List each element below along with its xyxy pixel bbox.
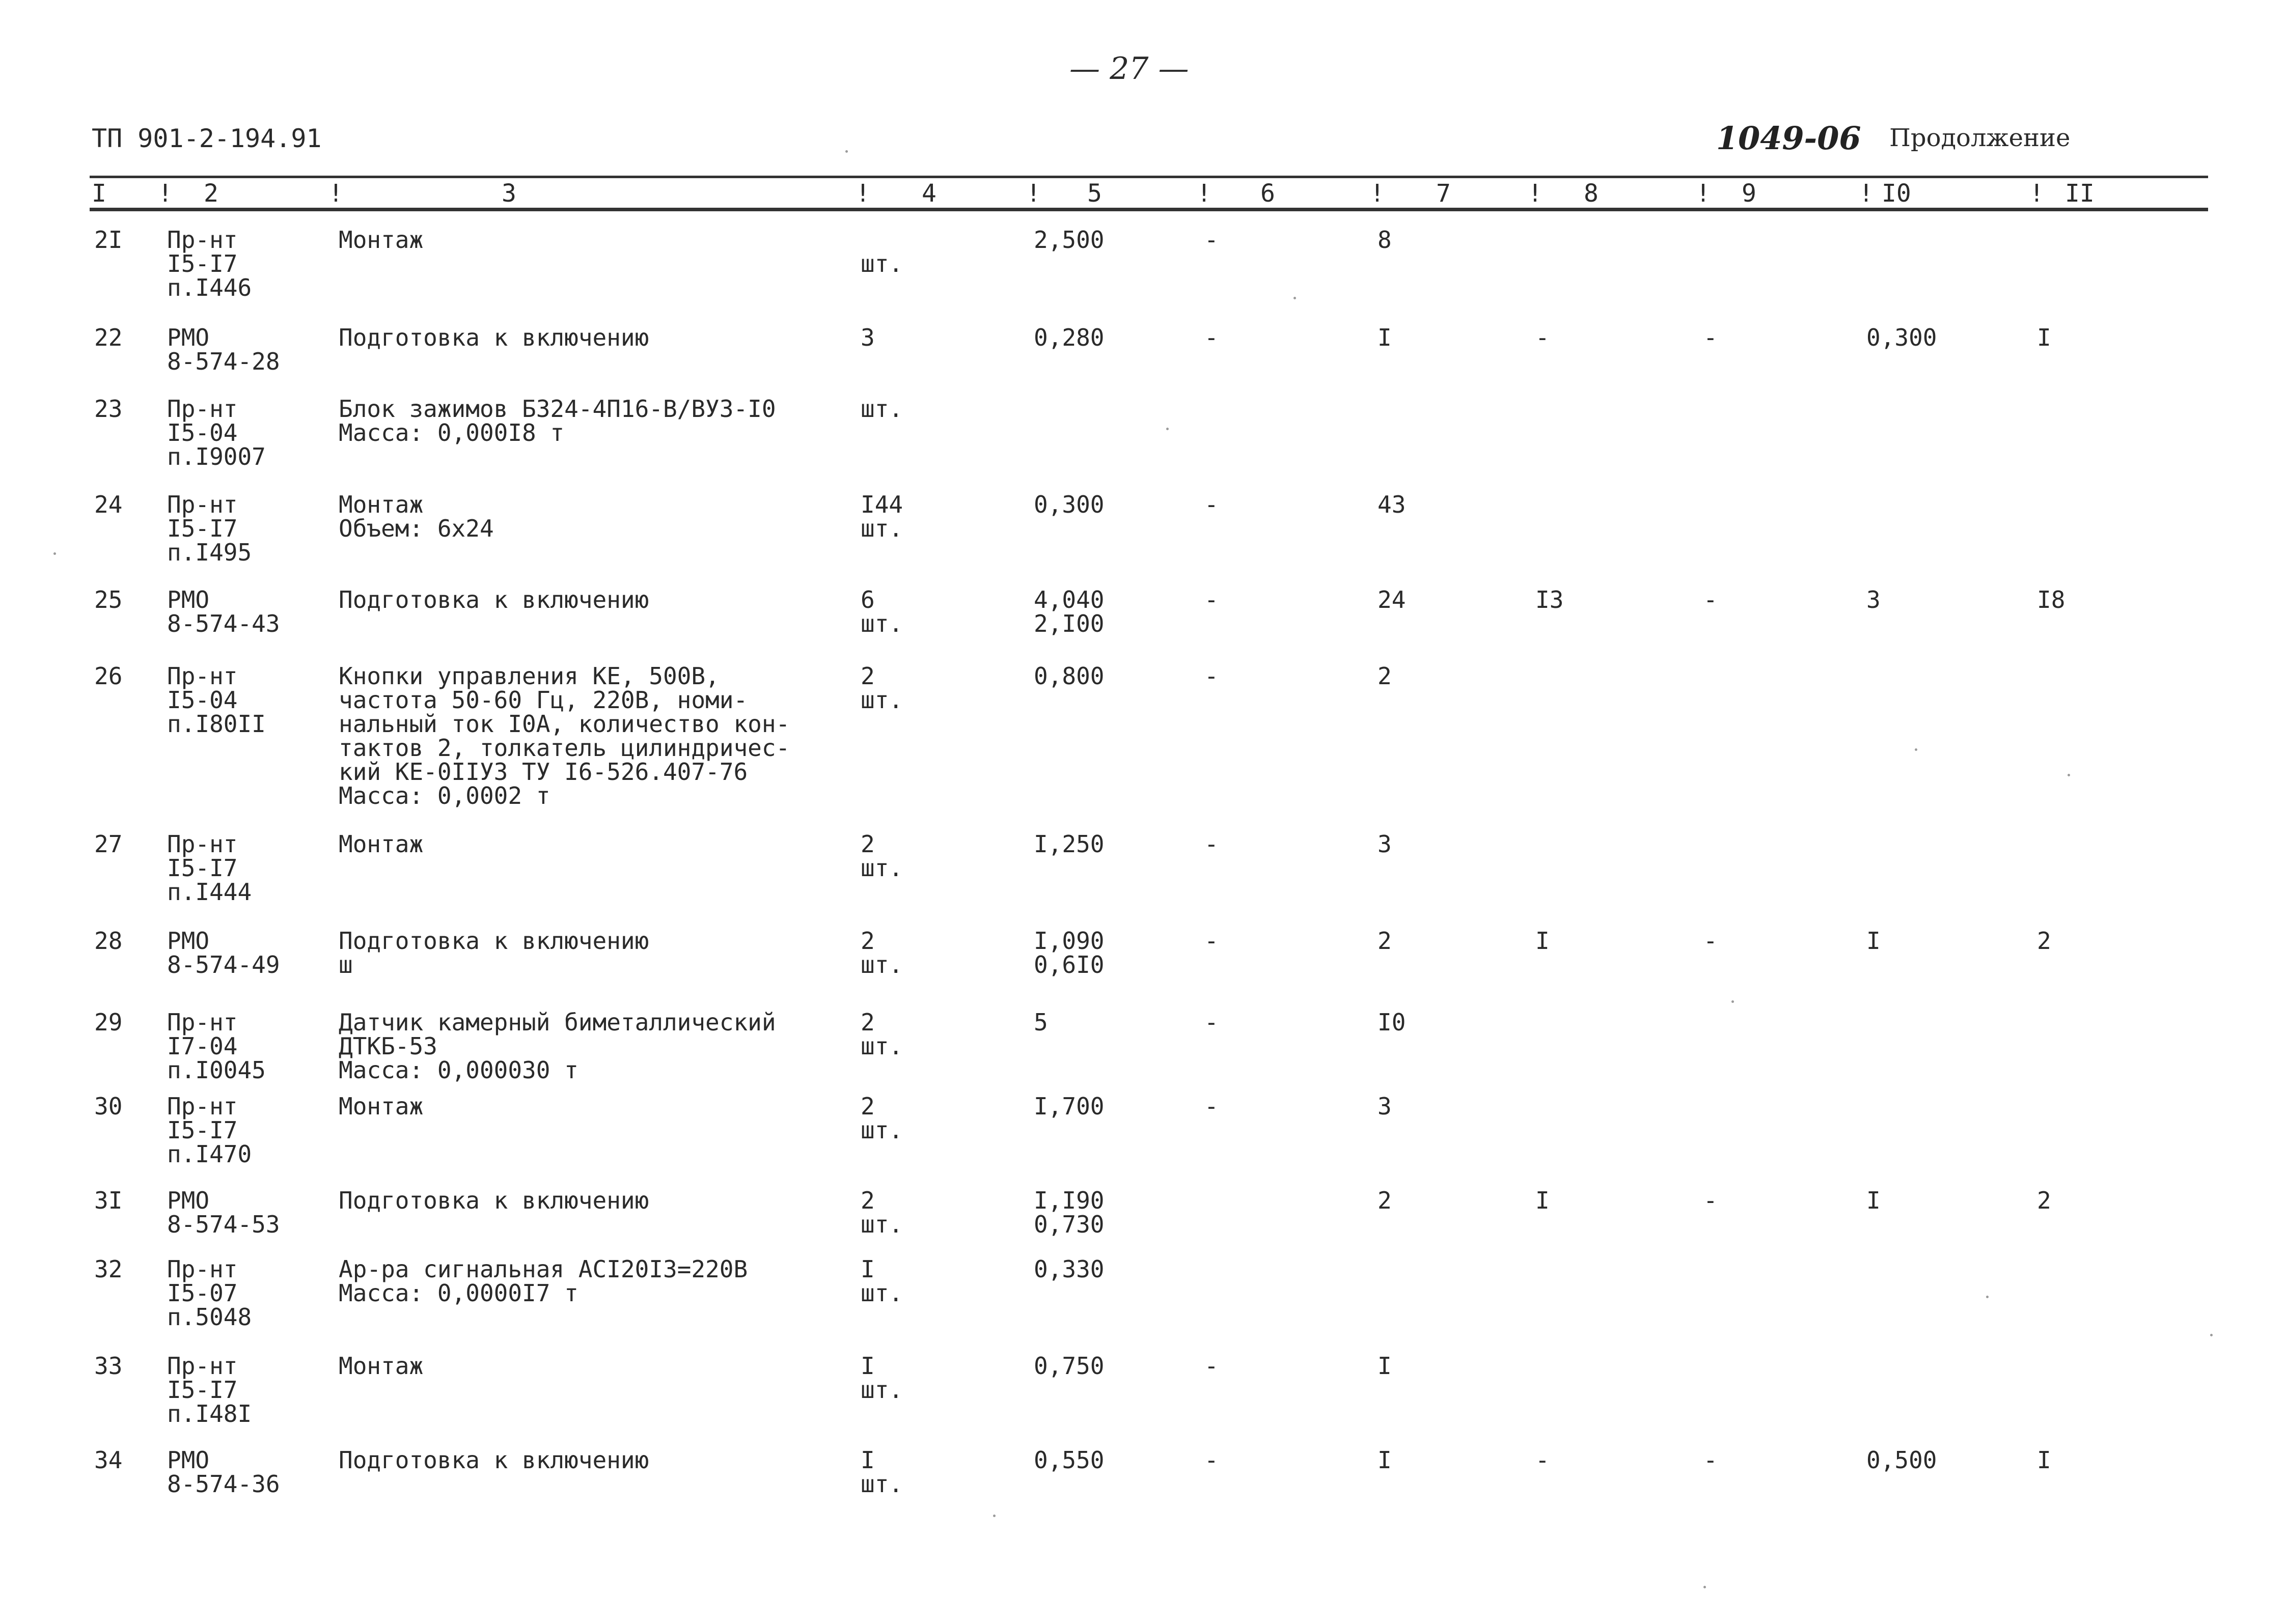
row-reference: РМО 8-574-28	[167, 324, 280, 375]
row-description: Подготовка к включению	[339, 324, 649, 351]
col10-value: I	[1866, 927, 1881, 955]
row-reference: РМО 8-574-49	[167, 927, 280, 978]
column-number: I	[92, 179, 106, 208]
scan-speck	[1986, 1296, 1989, 1298]
col7-value: 3	[1378, 830, 1392, 858]
column-separator: !	[1528, 179, 1543, 208]
col6-value: -	[1204, 226, 1219, 254]
scan-speck	[1293, 297, 1296, 299]
col5-value: 0,550	[1034, 1446, 1105, 1474]
row-reference: Пр-нт I5-I7 п.I470	[167, 1093, 252, 1168]
row-number: 23	[94, 395, 123, 423]
row-quantity: 6 шт.	[861, 586, 903, 637]
row-number: 22	[94, 324, 123, 351]
col11-value: I	[2037, 324, 2051, 351]
document-code: ТП 901-2-194.91	[92, 124, 322, 153]
table-header-rule	[90, 208, 2208, 211]
col7-value: 2	[1378, 1187, 1392, 1214]
row-quantity: 2 шт.	[861, 1093, 903, 1144]
row-number: 33	[94, 1352, 123, 1380]
column-number: 3	[502, 179, 516, 208]
col7-value: I	[1378, 324, 1392, 351]
col9-value: -	[1703, 324, 1718, 351]
col8-value: I3	[1535, 586, 1564, 613]
col6-value: -	[1204, 927, 1219, 955]
row-description: Кнопки управления КЕ, 500В, частота 50-60 Гц, 220В, номи- нальный ток I0А, количество кон- тактов 2, толкатель цилиндричес- кий КЕ-0IIУ3 ТУ I6-526.407-76 Масса: 0,0002 т	[339, 662, 790, 809]
col7-value: I0	[1378, 1009, 1406, 1036]
row-description: Блок зажимов БЗ24-4П16-В/ВУЗ-I0 Масса: 0,000I8 т	[339, 395, 776, 446]
col6-value: -	[1204, 1446, 1219, 1474]
col9-value: -	[1703, 927, 1718, 955]
col9-value: -	[1703, 1187, 1718, 1214]
row-reference: Пр-нт I7-04 п.I0045	[167, 1009, 266, 1084]
col6-value: -	[1204, 1093, 1219, 1120]
row-number: 34	[94, 1446, 123, 1474]
row-quantity: I44 шт.	[861, 491, 903, 542]
col8-value: -	[1535, 1446, 1550, 1474]
col7-value: 43	[1378, 491, 1406, 518]
col10-value: 0,500	[1866, 1446, 1937, 1474]
col11-value: 2	[2037, 1187, 2051, 1214]
col11-value: 2	[2037, 927, 2051, 955]
col6-value: -	[1204, 1352, 1219, 1380]
row-quantity: 2 шт.	[861, 1187, 903, 1238]
row-reference: Пр-нт I5-I7 п.I446	[167, 226, 252, 301]
col8-value: I	[1535, 927, 1550, 955]
scan-speck	[1703, 1586, 1706, 1588]
scan-speck	[53, 552, 56, 555]
column-number: 6	[1260, 179, 1275, 208]
row-quantity: 3	[861, 324, 875, 351]
row-number: 28	[94, 927, 123, 955]
col10-value: 3	[1866, 586, 1881, 613]
scan-speck	[845, 150, 848, 153]
col6-value: -	[1204, 662, 1219, 690]
col11-value: I8	[2037, 586, 2065, 613]
col5-value: I,700	[1034, 1093, 1105, 1120]
row-reference: РМО 8-574-53	[167, 1187, 280, 1238]
col5-value: I,090 0,6I0	[1034, 927, 1105, 978]
row-quantity: шт.	[861, 395, 903, 423]
row-quantity: I шт.	[861, 1352, 903, 1404]
column-separator: !	[2029, 179, 2044, 208]
column-number: 4	[922, 179, 937, 208]
column-number: 2	[204, 179, 218, 208]
row-number: 2I	[94, 226, 123, 254]
column-separator: !	[1370, 179, 1385, 208]
row-quantity: 2 шт.	[861, 1009, 903, 1060]
page-number: — 27 —	[1069, 51, 1189, 87]
col10-value: 0,300	[1866, 324, 1937, 351]
scan-speck	[2210, 1334, 2213, 1336]
col6-value: -	[1204, 491, 1219, 518]
continuation-label: Продолжение	[1889, 124, 2071, 152]
row-description: Подготовка к включению	[339, 586, 649, 613]
row-description: Монтаж	[339, 1093, 424, 1120]
row-description: Монтаж Объем: 6х24	[339, 491, 494, 542]
col6-value: -	[1204, 830, 1219, 858]
row-description: Подготовка к включению	[339, 1187, 649, 1214]
col7-value: 24	[1378, 586, 1406, 613]
col5-value: I,250	[1034, 830, 1105, 858]
row-number: 29	[94, 1009, 123, 1036]
row-number: 27	[94, 830, 123, 858]
sheet-code: 1049-06	[1716, 120, 1861, 157]
row-number: 25	[94, 586, 123, 613]
row-number: 24	[94, 491, 123, 518]
row-number: 26	[94, 662, 123, 690]
row-reference: Пр-нт I5-04 п.I9007	[167, 395, 266, 470]
scan-speck	[1915, 748, 1917, 751]
column-number: 9	[1742, 179, 1756, 208]
column-number: 5	[1087, 179, 1102, 208]
row-description: Ар-ра сигнальная АСI20I3=220В Масса: 0,0000I7 т	[339, 1255, 748, 1307]
row-reference: Пр-нт I5-07 п.5048	[167, 1255, 252, 1331]
row-quantity: I шт.	[861, 1255, 903, 1307]
scan-speck	[1166, 428, 1169, 430]
col6-value: -	[1204, 324, 1219, 351]
col5-value: 0,330	[1034, 1255, 1105, 1283]
row-reference: РМО 8-574-43	[167, 586, 280, 637]
table-top-rule	[90, 176, 2208, 178]
row-description: Подготовка к включению	[339, 1446, 649, 1474]
col7-value: I	[1378, 1352, 1392, 1380]
col9-value: -	[1703, 586, 1718, 613]
column-separator: !	[1859, 179, 1874, 208]
column-separator: !	[1696, 179, 1711, 208]
col6-value: -	[1204, 1009, 1219, 1036]
row-number: 30	[94, 1093, 123, 1120]
column-number: 7	[1436, 179, 1451, 208]
col7-value: I	[1378, 1446, 1392, 1474]
column-separator: !	[1026, 179, 1041, 208]
col5-value: 0,300	[1034, 491, 1105, 518]
row-quantity: I шт.	[861, 1446, 903, 1498]
col7-value: 2	[1378, 662, 1392, 690]
row-quantity: 2 шт.	[861, 662, 903, 714]
row-quantity: 2 шт.	[861, 830, 903, 882]
col5-value: 0,280	[1034, 324, 1105, 351]
row-number: 32	[94, 1255, 123, 1283]
column-separator: !	[158, 179, 173, 208]
row-reference: Пр-нт I5-04 п.I80II	[167, 662, 266, 738]
column-number: I0	[1882, 179, 1911, 208]
col6-value: -	[1204, 586, 1219, 613]
row-description: Монтаж	[339, 226, 424, 254]
col10-value: I	[1866, 1187, 1881, 1214]
row-description: Монтаж	[339, 830, 424, 858]
row-reference: Пр-нт I5-I7 п.I444	[167, 830, 252, 906]
col7-value: 8	[1378, 226, 1392, 254]
col5-value: 0,750	[1034, 1352, 1105, 1380]
col5-value: 4,040 2,I00	[1034, 586, 1105, 637]
col5-value: 5	[1034, 1009, 1048, 1036]
row-quantity: шт.	[861, 250, 903, 277]
row-reference: Пр-нт I5-I7 п.I48I	[167, 1352, 252, 1427]
column-separator: !	[1197, 179, 1211, 208]
col9-value: -	[1703, 1446, 1718, 1474]
col7-value: 2	[1378, 927, 1392, 955]
col7-value: 3	[1378, 1093, 1392, 1120]
scan-speck	[2068, 774, 2070, 776]
scan-speck	[993, 1515, 996, 1517]
row-description: Монтаж	[339, 1352, 424, 1380]
row-reference: Пр-нт I5-I7 п.I495	[167, 491, 252, 566]
col8-value: I	[1535, 1187, 1550, 1214]
col5-value: 0,800	[1034, 662, 1105, 690]
col5-value: 2,500	[1034, 226, 1105, 254]
row-description: Датчик камерный биметаллический ДТКБ-53 Масса: 0,000030 т	[339, 1009, 776, 1084]
row-reference: РМО 8-574-36	[167, 1446, 280, 1498]
column-separator: !	[856, 179, 870, 208]
row-quantity: 2 шт.	[861, 927, 903, 978]
col8-value: -	[1535, 324, 1550, 351]
column-number: 8	[1584, 179, 1599, 208]
col11-value: I	[2037, 1446, 2051, 1474]
row-number: 3I	[94, 1187, 123, 1214]
column-separator: !	[328, 179, 343, 208]
scan-speck	[1731, 1000, 1734, 1003]
column-number: II	[2065, 179, 2095, 208]
col5-value: I,I90 0,730	[1034, 1187, 1105, 1238]
row-description: Подготовка к включению ш	[339, 927, 649, 978]
